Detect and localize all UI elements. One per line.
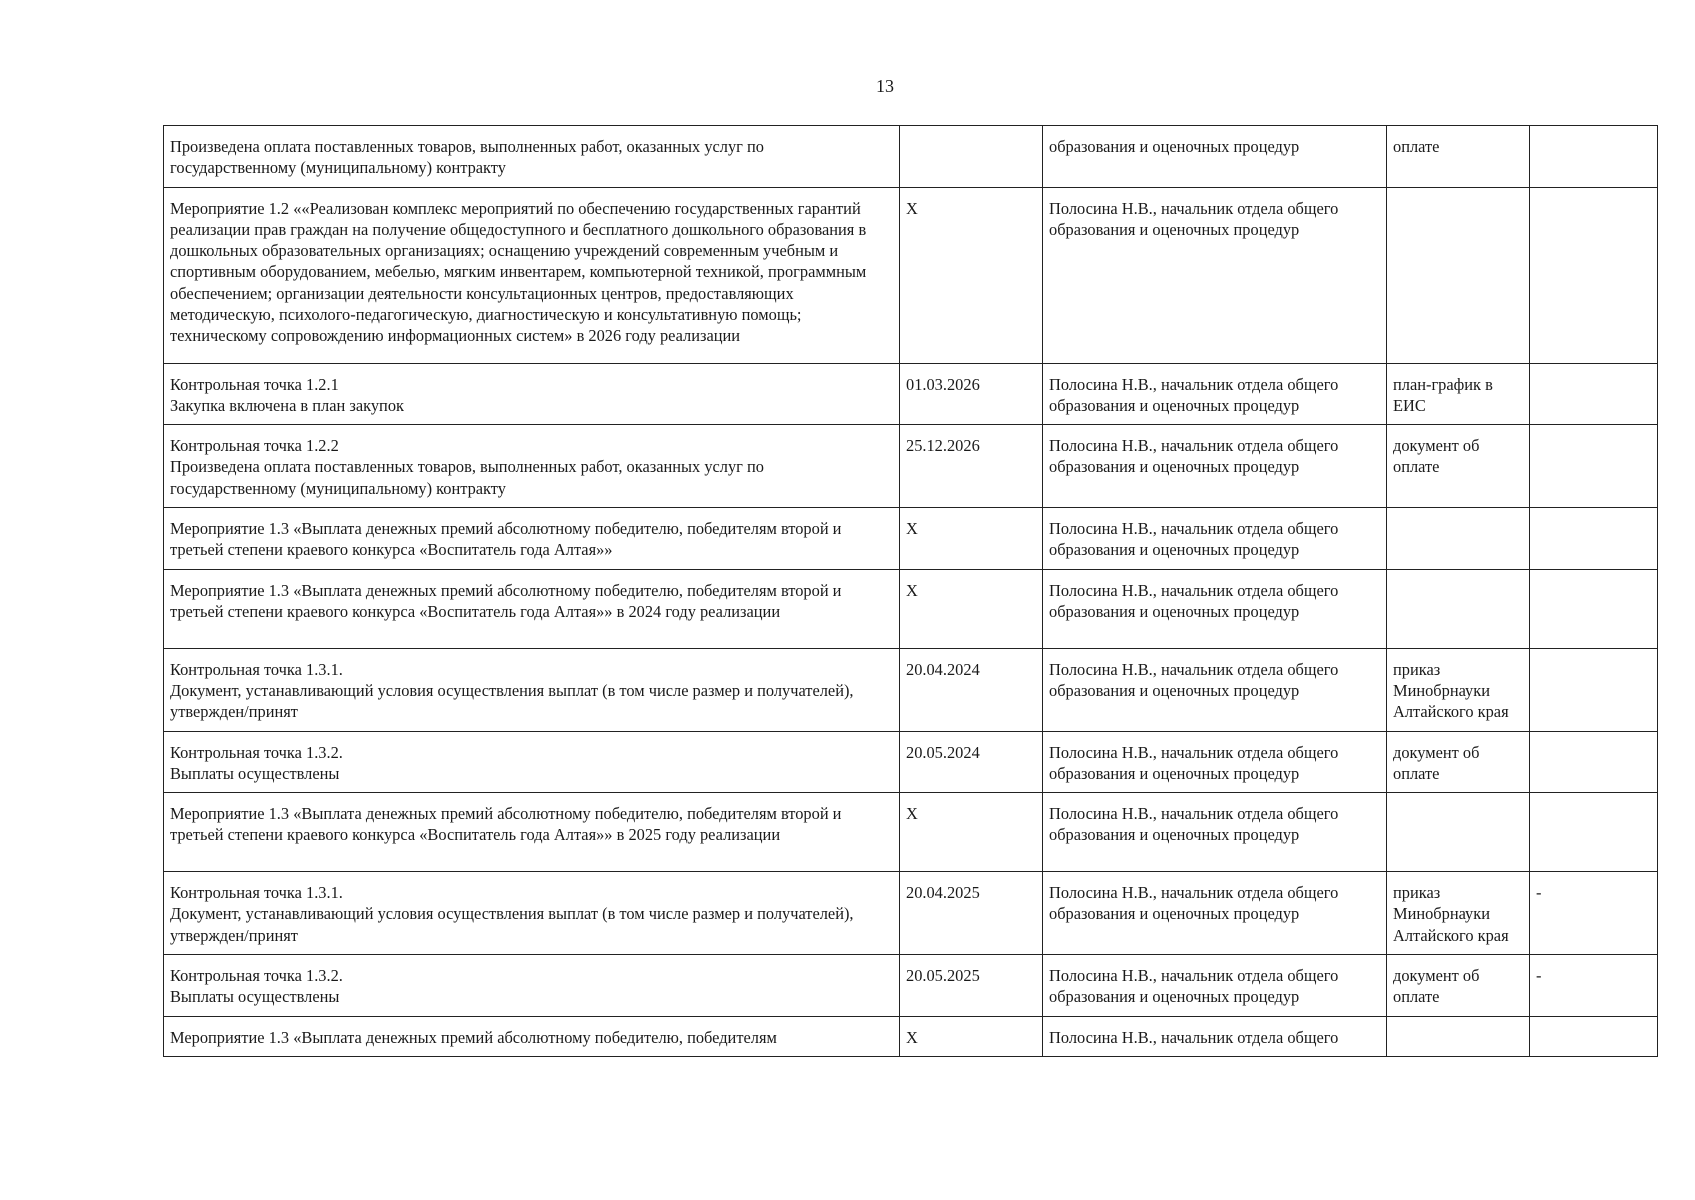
date-cell: 25.12.2026 bbox=[900, 425, 1043, 508]
date-cell: X bbox=[900, 793, 1043, 872]
extra-cell bbox=[1530, 569, 1658, 648]
document-cell: оплате bbox=[1387, 126, 1530, 188]
extra-cell: - bbox=[1530, 955, 1658, 1017]
responsible-cell: Полосина Н.В., начальник отдела общего образования и оценочных процедур bbox=[1043, 731, 1387, 793]
extra-cell bbox=[1530, 1016, 1658, 1056]
table-row bbox=[164, 508, 1658, 570]
responsible-cell: Полосина Н.В., начальник отдела общего образования и оценочных процедур bbox=[1043, 425, 1387, 508]
responsible-cell: Полосина Н.В., начальник отдела общего образования и оценочных процедур bbox=[1043, 793, 1387, 872]
date-cell: 20.04.2024 bbox=[900, 648, 1043, 731]
date-cell: X bbox=[900, 508, 1043, 570]
responsible-cell: Полосина Н.В., начальник отдела общего образования и оценочных процедур bbox=[1043, 363, 1387, 425]
table-row bbox=[164, 126, 1658, 188]
responsible-cell: Полосина Н.В., начальник отдела общего образования и оценочных процедур bbox=[1043, 872, 1387, 955]
table-row bbox=[164, 569, 1658, 648]
date-cell: X bbox=[900, 187, 1043, 363]
document-cell: приказ Минобрнауки Алтайского края bbox=[1387, 648, 1530, 731]
table-row bbox=[164, 363, 1658, 425]
event-cell: Контрольная точка 1.3.2. Выплаты осуществлены bbox=[164, 955, 900, 1017]
event-cell: Контрольная точка 1.2.1 Закупка включена в план закупок bbox=[164, 363, 900, 425]
responsible-cell: Полосина Н.В., начальник отдела общего образования и оценочных процедур bbox=[1043, 955, 1387, 1017]
event-cell: Мероприятие 1.2 ««Реализован комплекс мероприятий по обеспечению государственных гарантий реализации прав граждан на получение общедоступного и бесплатного дошкольного образования в дошкольных образовательных организациях; оснащению учреждений современным учебным и спортивным оборудованием, мебелью, мягким инвентарем, компьютерной техникой, программным обеспечением; организации деятельности консультационных центров, предоставляющих методическую, психолого-педагогическую, диагностическую и консультативную помощь; техническому сопровождению информационных систем» в 2026 году реализации bbox=[164, 187, 900, 363]
document-cell bbox=[1387, 569, 1530, 648]
date-cell: 20.04.2025 bbox=[900, 872, 1043, 955]
extra-cell bbox=[1530, 187, 1658, 363]
table-row bbox=[164, 872, 1658, 955]
table-row bbox=[164, 793, 1658, 872]
table-row bbox=[164, 648, 1658, 731]
document-cell: план-график в ЕИС bbox=[1387, 363, 1530, 425]
table-row bbox=[164, 955, 1658, 1017]
event-cell: Мероприятие 1.3 «Выплата денежных премий абсолютному победителю, победителям второй и третьей степени краевого конкурса «Воспитатель года Алтая»» bbox=[164, 508, 900, 570]
event-cell: Контрольная точка 1.3.1. Документ, устанавливающий условия осуществления выплат (в том числе размер и получателей), утвержден/принят bbox=[164, 872, 900, 955]
date-cell: 20.05.2025 bbox=[900, 955, 1043, 1017]
document-cell: документ об оплате bbox=[1387, 955, 1530, 1017]
date-cell: X bbox=[900, 569, 1043, 648]
event-cell: Контрольная точка 1.3.2. Выплаты осуществлены bbox=[164, 731, 900, 793]
responsible-cell: Полосина Н.В., начальник отдела общего образования и оценочных процедур bbox=[1043, 508, 1387, 570]
table-row bbox=[164, 187, 1658, 363]
document-cell bbox=[1387, 793, 1530, 872]
responsible-cell: Полосина Н.В., начальник отдела общего bbox=[1043, 1016, 1387, 1056]
event-cell: Контрольная точка 1.2.2 Произведена оплата поставленных товаров, выполненных работ, оказанных услуг по государственному (муниципальному) контракту bbox=[164, 425, 900, 508]
document-cell: документ об оплате bbox=[1387, 731, 1530, 793]
date-cell bbox=[900, 126, 1043, 188]
event-cell: Контрольная точка 1.3.1. Документ, устанавливающий условия осуществления выплат (в том числе размер и получателей), утвержден/принят bbox=[164, 648, 900, 731]
date-cell: 20.05.2024 bbox=[900, 731, 1043, 793]
date-cell: 01.03.2026 bbox=[900, 363, 1043, 425]
event-cell: Мероприятие 1.3 «Выплата денежных премий абсолютному победителю, победителям bbox=[164, 1016, 900, 1056]
table-row bbox=[164, 1016, 1658, 1056]
document-cell: приказ Минобрнауки Алтайского края bbox=[1387, 872, 1530, 955]
table-row bbox=[164, 731, 1658, 793]
responsible-cell: Полосина Н.В., начальник отдела общего образования и оценочных процедур bbox=[1043, 569, 1387, 648]
document-cell: документ об оплате bbox=[1387, 425, 1530, 508]
document-cell bbox=[1387, 508, 1530, 570]
document-cell bbox=[1387, 1016, 1530, 1056]
extra-cell bbox=[1530, 126, 1658, 188]
event-cell: Мероприятие 1.3 «Выплата денежных премий абсолютному победителю, победителям второй и третьей степени краевого конкурса «Воспитатель года Алтая»» в 2025 году реализации bbox=[164, 793, 900, 872]
extra-cell bbox=[1530, 363, 1658, 425]
extra-cell bbox=[1530, 793, 1658, 872]
page-number: 13 bbox=[876, 76, 894, 96]
extra-cell bbox=[1530, 425, 1658, 508]
extra-cell: - bbox=[1530, 872, 1658, 955]
extra-cell bbox=[1530, 648, 1658, 731]
responsible-cell: Полосина Н.В., начальник отдела общего образования и оценочных процедур bbox=[1043, 648, 1387, 731]
document-cell bbox=[1387, 187, 1530, 363]
event-cell: Произведена оплата поставленных товаров, выполненных работ, оказанных услуг по государственному (муниципальному) контракту bbox=[164, 126, 900, 188]
date-cell: X bbox=[900, 1016, 1043, 1056]
plan-table bbox=[163, 125, 1658, 1057]
extra-cell bbox=[1530, 731, 1658, 793]
table-row bbox=[164, 425, 1658, 508]
event-cell: Мероприятие 1.3 «Выплата денежных премий абсолютному победителю, победителям второй и третьей степени краевого конкурса «Воспитатель года Алтая»» в 2024 году реализации bbox=[164, 569, 900, 648]
responsible-cell: образования и оценочных процедур bbox=[1043, 126, 1387, 188]
responsible-cell: Полосина Н.В., начальник отдела общего образования и оценочных процедур bbox=[1043, 187, 1387, 363]
extra-cell bbox=[1530, 508, 1658, 570]
